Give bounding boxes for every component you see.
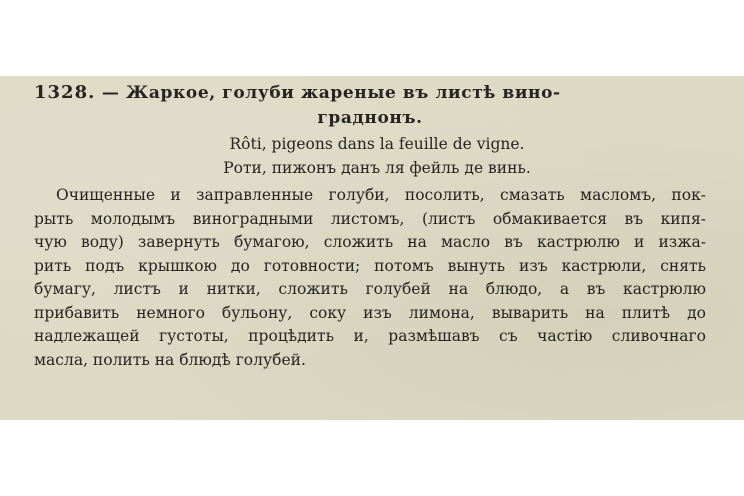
french-name: Rôti, pigeons dans la feuille de vigne.: [229, 135, 525, 153]
body-line: чую воду) завернуть бумагою, сложить на масло въ кастрюлю и изжа-: [34, 233, 706, 251]
body-line: бумагу, листъ и нитки, сложить голубей на блюдо, а въ кастрюлю: [34, 280, 706, 298]
body-line: Очищенные и заправленные голуби, посолить, смазать масломъ, пок-: [56, 186, 706, 204]
recipe-heading: [34, 80, 706, 106]
recipe-title-line-1: — Жаркое, голуби жареные въ листѣ вино-: [101, 83, 561, 103]
recipe-title-line-2: граднонъ.: [317, 108, 423, 128]
body-line: рить подъ крышкою до готовности; потомъ вынуть изъ кастрюли, снять: [34, 256, 706, 275]
scanned-page: [0, 76, 744, 420]
body-line: прибавить немного бульону, соку изъ лимона, выварить на плитѣ до: [34, 303, 706, 322]
body-line: надлежащей густоты, процѣдить и, размѣшавъ съ частію сливочнаго: [34, 327, 706, 345]
body-line: рыть молодымъ виноградными листомъ, (листъ обмакивается въ кипя-: [34, 209, 706, 228]
transliterated-name: Роти, пижонъ данъ ля фейль де винь.: [223, 159, 531, 177]
recipe-number: 1328.: [34, 82, 96, 103]
body-line: масла, полить на блюдѣ голубей.: [34, 350, 306, 369]
